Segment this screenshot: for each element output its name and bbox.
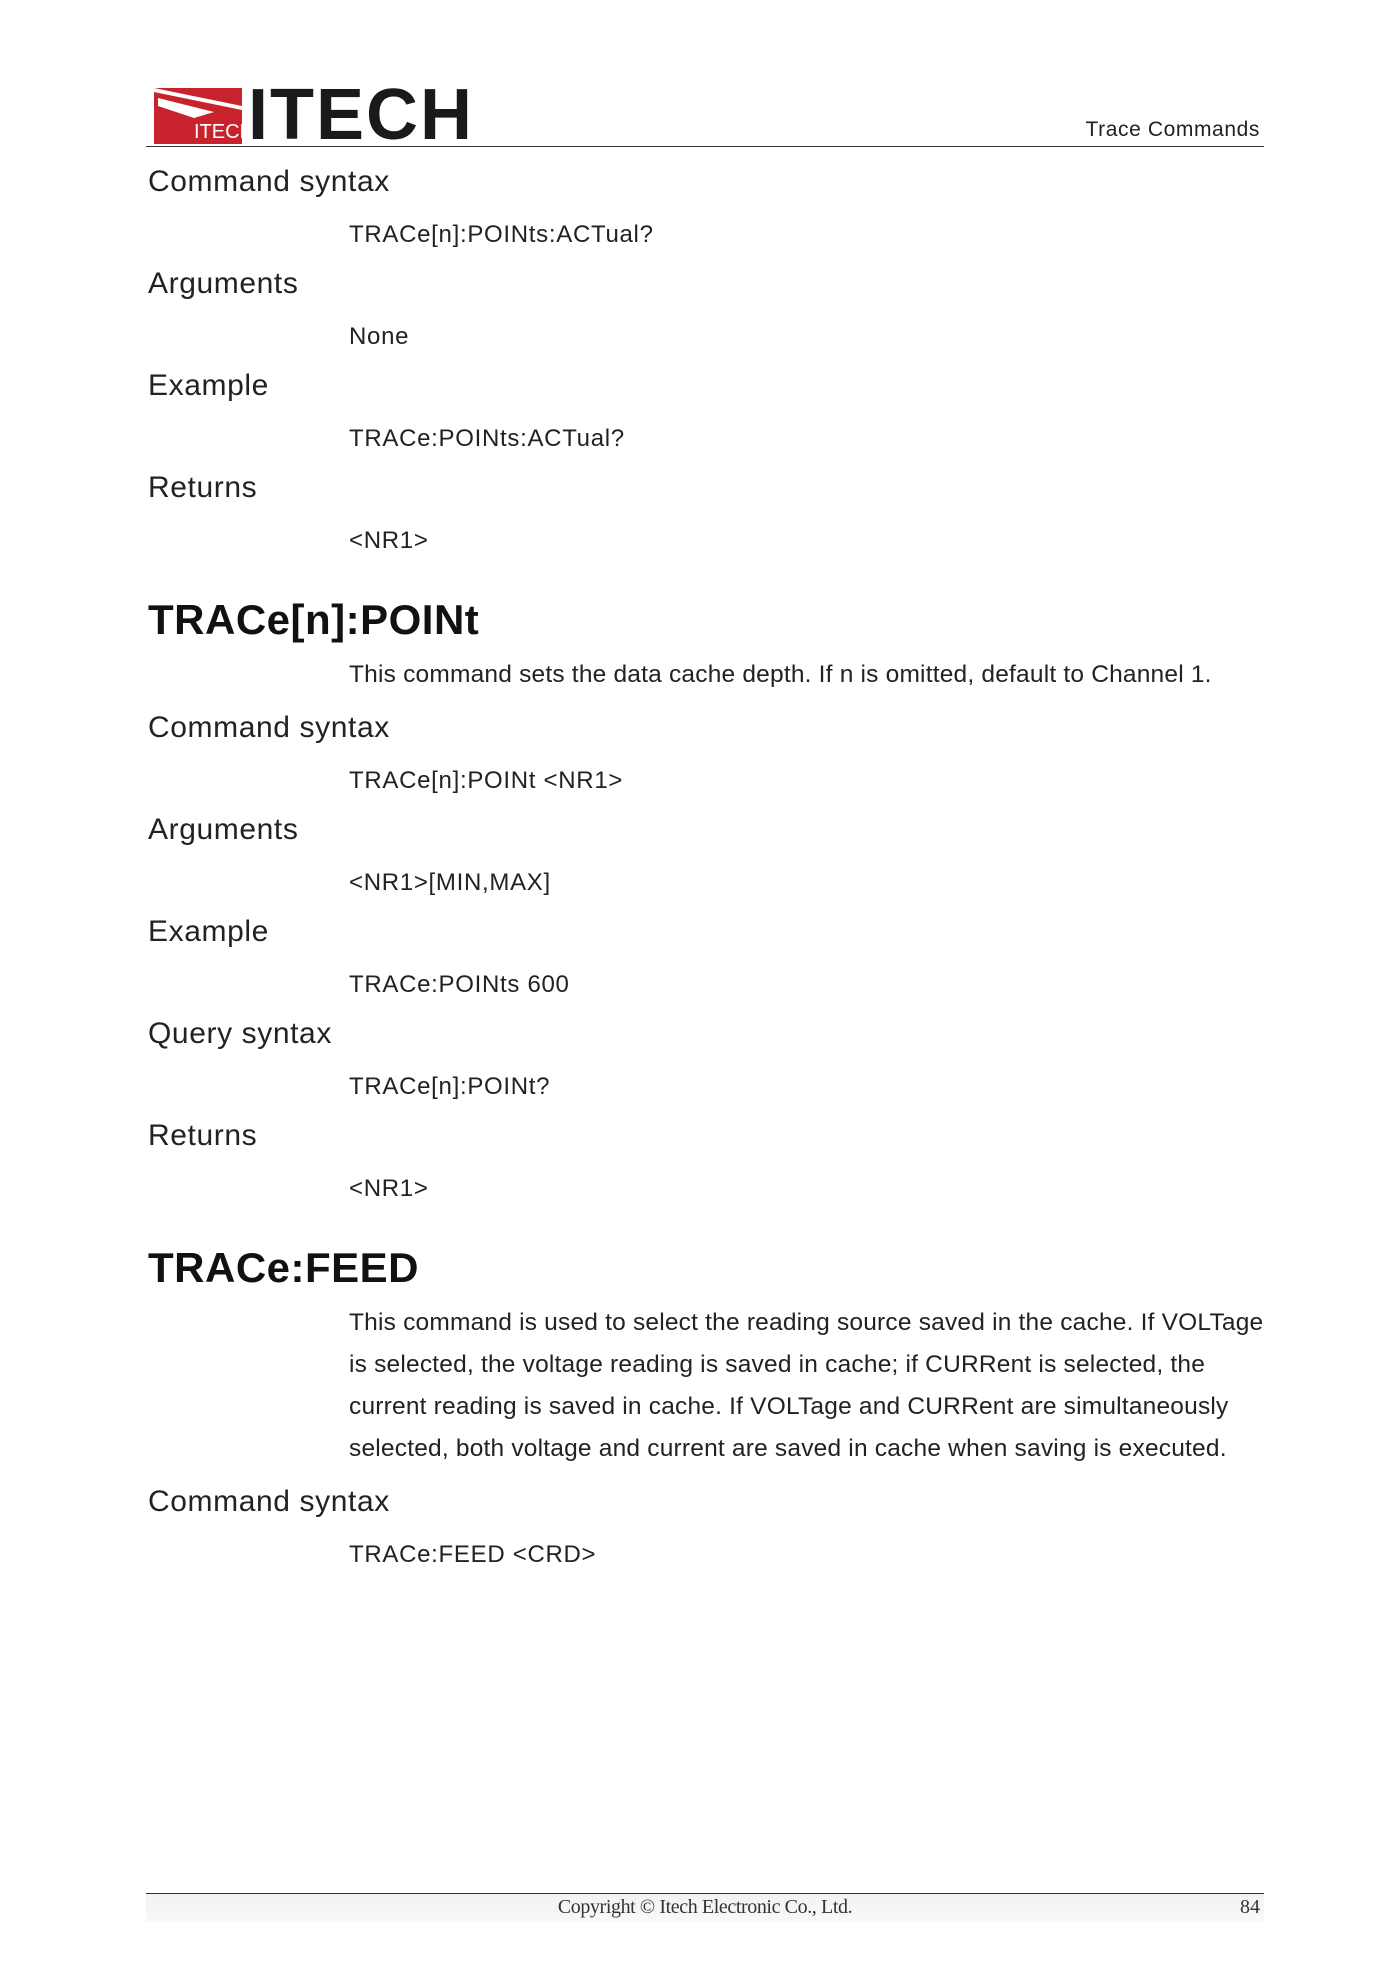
command-value: TRACe[n]:POINt <NR1> [349,767,624,794]
command-value: TRACe[n]:POINts:ACTual? [349,221,654,248]
section-label: Command syntax [148,1485,390,1518]
logo-mark-text: ITECH [194,121,254,143]
section-label: Query syntax [148,1017,332,1050]
command-description: This command sets the data cache depth. If n is omitted, default to Channel 1. [349,661,1212,688]
section-label: Command syntax [148,165,390,198]
itech-logo [154,75,474,155]
command-value: None [349,323,410,350]
section-title: Trace Commands [1085,118,1260,141]
section-label: Example [148,915,269,948]
document-body [148,150,1268,1580]
command-value: TRACe:POINts:ACTual? [349,425,625,452]
command-value: TRACe:FEED <CRD> [349,1541,597,1568]
command-value: <NR1> [349,527,429,554]
section-label: Returns [148,471,258,504]
section-label: Arguments [148,267,299,300]
command-heading: TRACe:FEED [148,1244,420,1291]
section-label: Returns [148,1119,258,1152]
section-label: Example [148,369,269,402]
command-description: This command is used to select the reading source saved in the cache. If VOLTage is selected, the voltage reading is saved in cache; if CURRent is selected, the current reading is saved in cache. If VOLTage and CURRent are simultaneously selected, both voltage and current are saved in cache when saving is executed. [349,1309,1264,1462]
command-value: <NR1>[MIN,MAX] [349,869,551,896]
logo-mark-icon [154,88,254,144]
page-number: 84 [1240,1896,1260,1918]
page-footer [146,1893,1264,1922]
command-value: <NR1> [349,1175,429,1202]
command-value: TRACe:POINts 600 [349,971,570,998]
section-label: Command syntax [148,711,390,744]
command-heading: TRACe[n]:POINt [148,596,480,643]
copyright-text: Copyright © Itech Electronic Co., Ltd. [557,1896,853,1918]
section-label: Arguments [148,813,299,846]
logo-text: ITECH [248,75,474,155]
command-value: TRACe[n]:POINt? [349,1073,551,1100]
page-header [146,75,1264,155]
